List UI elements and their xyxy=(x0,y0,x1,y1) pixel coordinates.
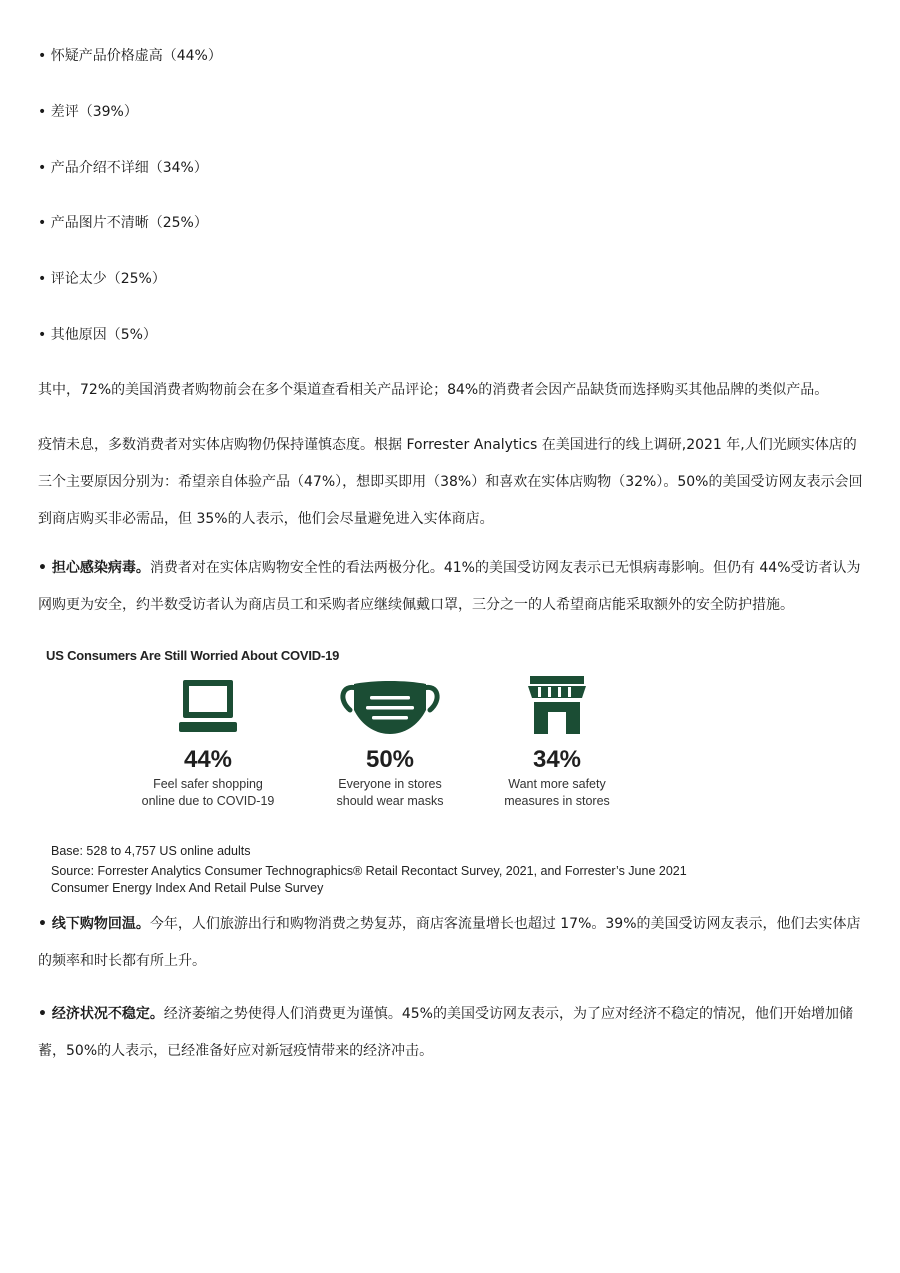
stat-caption: measures in stores xyxy=(504,794,610,808)
mask-icon xyxy=(310,674,470,736)
figure-base-note: Base: 528 to 4,757 US online adults xyxy=(51,844,251,858)
figure-source-note: Source: Forrester Analytics Consumer Technographics® Retail Recontact Survey, 2021, and Forrester’s June 2021 Consumer Energy Index And Retail Pulse Survey xyxy=(51,864,687,895)
stat-value: 34% xyxy=(532,746,582,773)
list-item: • 差评（39%） xyxy=(38,104,138,120)
paragraph-virus-worry xyxy=(38,550,864,624)
stat-value: 44% xyxy=(183,746,233,773)
stat-caption: Everyone in stores xyxy=(338,777,442,791)
stat-online-safer xyxy=(128,674,288,810)
paragraph-body: 经济萎缩之势使得人们消费更为谨慎。45%的美国受访网友表示，为了应对经济不稳定的情况，他们开始增加储蓄，50%的人表示，已经准备好应对新冠疫情带来的经济冲击。 xyxy=(38,1006,853,1059)
paragraph-body: 消费者对在实体店购物安全性的看法两极分化。41%的美国受访网友表示已无惧病毒影响。但仍有 44%受访者认为网购更为安全，约半数受访者认为商店员工和采购者应继续佩戴口罩，三分之一的人希望商店能采取额外的安全防护措施。 xyxy=(38,560,861,613)
paragraph-heading: • 经济状况不稳定。 xyxy=(38,1006,164,1022)
list-item: • 评论太少（25%） xyxy=(38,271,166,287)
stat-caption: Feel safer shopping xyxy=(153,777,263,791)
list-item: • 产品图片不清晰（25%） xyxy=(38,215,208,231)
paragraph-economy xyxy=(38,996,864,1070)
stat-value: 50% xyxy=(365,746,415,773)
stat-caption: online due to COVID-19 xyxy=(141,794,275,808)
list-item: • 产品介绍不详细（34%） xyxy=(38,160,208,176)
paragraph-heading: • 线下购物回温。 xyxy=(38,916,150,932)
list-item: • 怀疑产品价格虚高（44%） xyxy=(38,48,222,64)
paragraph-heading: • 担心感染病毒。 xyxy=(38,560,150,576)
paragraph-body: 今年，人们旅游出行和购物消费之势复苏，商店客流量增长也超过 17%。39%的美国受访网友表示，他们去实体店的频率和时长都有所上升。 xyxy=(38,916,861,969)
stat-wear-masks xyxy=(310,674,470,810)
stat-caption: Want more safety xyxy=(508,777,606,791)
paragraph-reviews: 其中，72%的美国消费者购物前会在多个渠道查看相关产品评论；84%的消费者会因产品缺货而选择购买其他品牌的类似产品。 xyxy=(38,382,829,398)
store-icon xyxy=(477,674,637,736)
stat-safety-measures xyxy=(477,674,637,810)
paragraph-offline-rebound xyxy=(38,906,864,980)
figure-title: US Consumers Are Still Worried About COVID-19 xyxy=(46,648,340,663)
laptop-icon xyxy=(128,674,288,736)
stat-caption: should wear masks xyxy=(336,794,444,808)
paragraph-store-visits: 疫情未息，多数消费者对实体店购物仍保持谨慎态度。根据 Forrester Analytics 在美国进行的线上调研,2021 年,人们光顾实体店的三个主要原因分别为：希望亲自体验产品（47%），想即买即用（38%）和喜欢在实体店购物（32%）。50%的美国受访网友表示会回到商店购买非必需品，但 35%的人表示，他们会尽量避免进入实体商店。 xyxy=(38,437,863,527)
covid-infographic xyxy=(46,648,746,898)
list-item: • 其他原因（5%） xyxy=(38,327,157,343)
